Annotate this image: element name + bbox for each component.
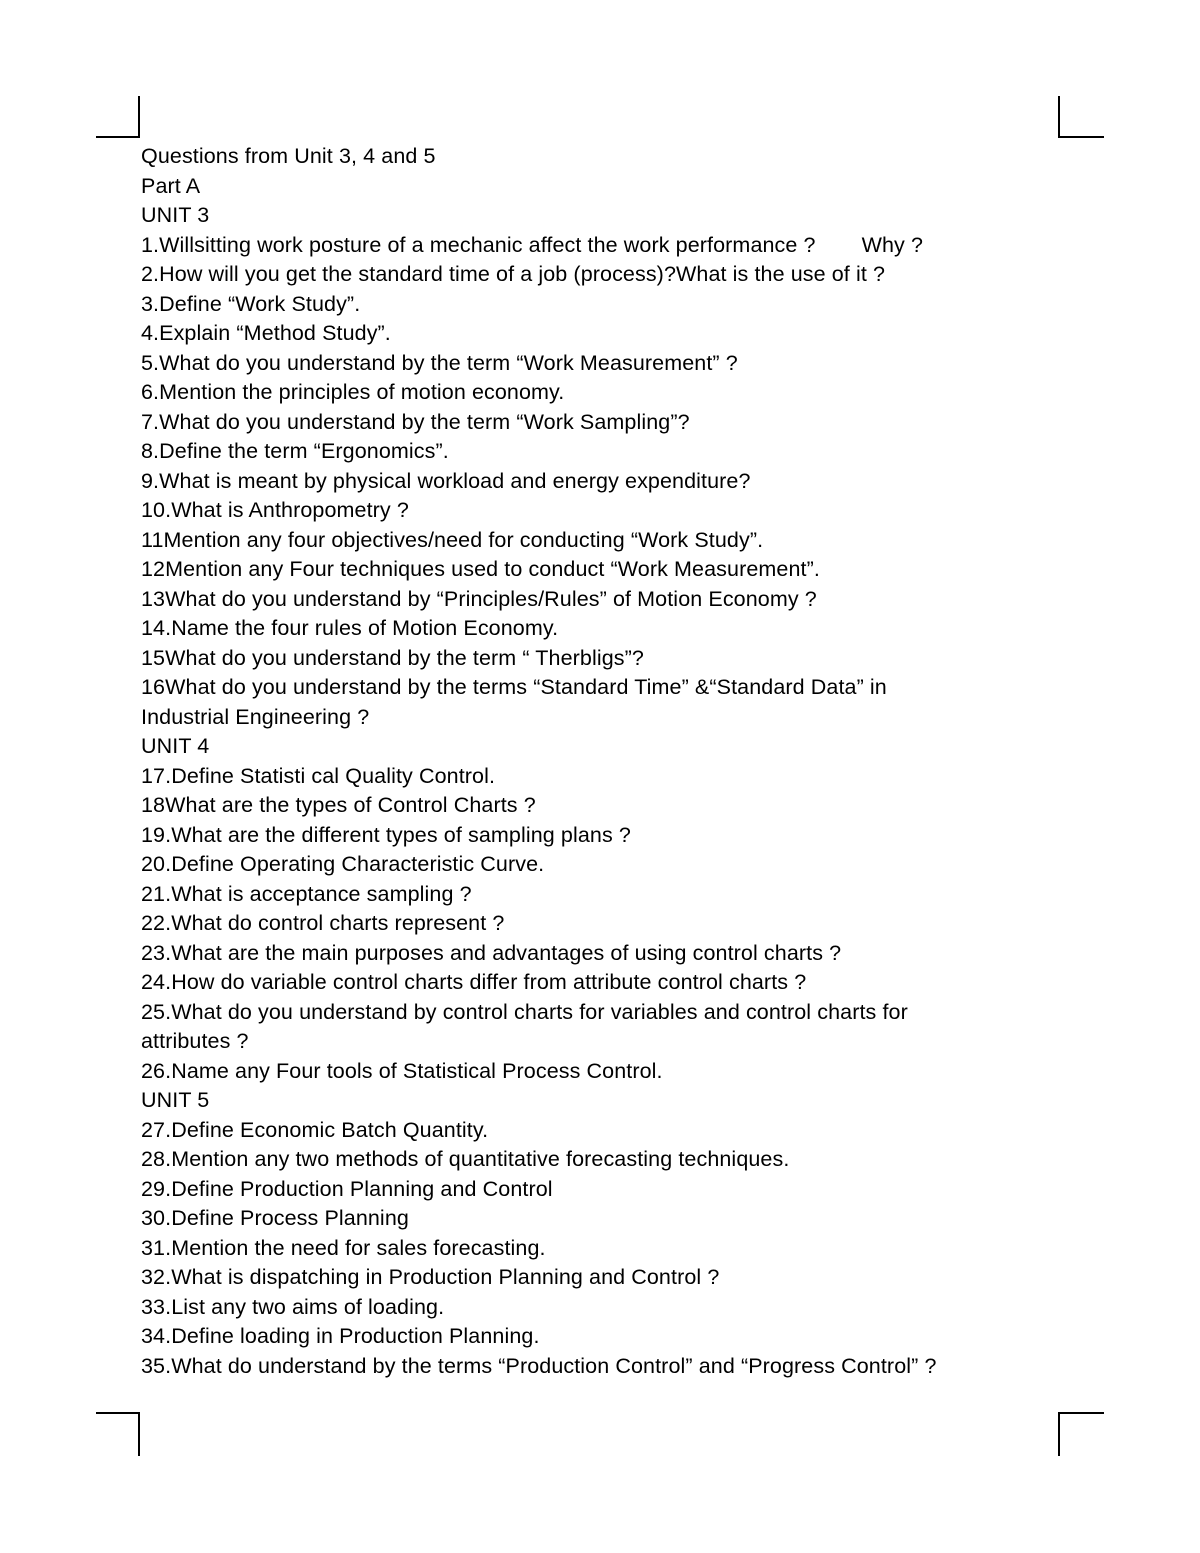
unit-5-heading: UNIT 5 xyxy=(141,1088,210,1112)
unit-4-heading: UNIT 4 xyxy=(141,734,210,758)
question-22: 22.What do control charts represent ? xyxy=(141,911,505,935)
question-1-text: 1.Willsitting work posture of a mechanic affect the work performance ? xyxy=(141,232,816,257)
question-31: 31.Mention the need for sales forecasting. xyxy=(141,1235,546,1260)
question-5: 5.What do you understand by the term “Work Measurement” ? xyxy=(141,350,738,375)
question-23: 23.What are the main purposes and advantages of using control charts ? xyxy=(141,940,842,965)
question-16: 16What do you understand by the terms “Standard Time” &“Standard Data” in Industrial Engineering ? xyxy=(141,675,887,729)
question-19: 19.What are the different types of sampling plans ? xyxy=(141,822,631,847)
question-20: 20.Define Operating Characteristic Curve. xyxy=(141,852,545,876)
question-24: 24.How do variable control charts differ from attribute control charts ? xyxy=(141,970,807,994)
question-34: 34.Define loading in Production Planning. xyxy=(141,1324,540,1348)
unit-3-heading: UNIT 3 xyxy=(141,203,210,227)
question-18: 18What are the types of Control Charts ? xyxy=(141,793,536,817)
question-27: 27.Define Economic Batch Quantity. xyxy=(141,1117,489,1142)
question-7: 7.What do you understand by the term “Work Sampling”? xyxy=(141,409,690,434)
question-30: 30.Define Process Planning xyxy=(141,1206,409,1230)
question-1-why: Why ? xyxy=(861,232,924,257)
question-32: 32.What is dispatching in Production Planning and Control ? xyxy=(141,1265,720,1289)
question-8: 8.Define the term “Ergonomics”. xyxy=(141,439,449,463)
document-title: Questions from Unit 3, 4 and 5 xyxy=(141,144,436,168)
question-10: 10.What is Anthropometry ? xyxy=(141,498,409,522)
question-11: 11Mention any four objectives/need for conducting “Work Study”. xyxy=(141,527,764,552)
question-14: 14.Name the four rules of Motion Economy. xyxy=(141,616,559,640)
question-4: 4.Explain “Method Study”. xyxy=(141,321,391,345)
question-9: 9.What is meant by physical workload and energy expenditure? xyxy=(141,468,751,493)
question-29: 29.Define Production Planning and Control xyxy=(141,1176,553,1201)
part-heading: Part A xyxy=(141,173,201,198)
question-12: 12Mention any Four techniques used to conduct “Work Measurement”. xyxy=(141,557,820,581)
question-17: 17.Define Statisti cal Quality Control. xyxy=(141,763,496,788)
question-26: 26.Name any Four tools of Statistical Process Control. xyxy=(141,1058,663,1083)
question-33: 33.List any two aims of loading. xyxy=(141,1294,445,1319)
question-21: 21.What is acceptance sampling ? xyxy=(141,881,472,906)
question-1 xyxy=(141,231,1101,261)
question-28: 28.Mention any two methods of quantitative forecasting techniques. xyxy=(141,1147,790,1171)
question-list xyxy=(141,142,1101,1381)
question-15: 15What do you understand by the term “ Therbligs”? xyxy=(141,645,644,670)
question-13: 13What do you understand by “Principles/Rules” of Motion Economy ? xyxy=(141,586,817,611)
question-6: 6.Mention the principles of motion economy. xyxy=(141,380,565,404)
question-35: 35.What do understand by the terms “Production Control” and “Progress Control” ? xyxy=(141,1353,937,1378)
question-2: 2.How will you get the standard time of a job (process)?What is the use of it ? xyxy=(141,262,886,286)
question-3: 3.Define “Work Study”. xyxy=(141,291,361,316)
question-25: 25.What do you understand by control charts for variables and control charts for attributes ? xyxy=(141,999,908,1053)
